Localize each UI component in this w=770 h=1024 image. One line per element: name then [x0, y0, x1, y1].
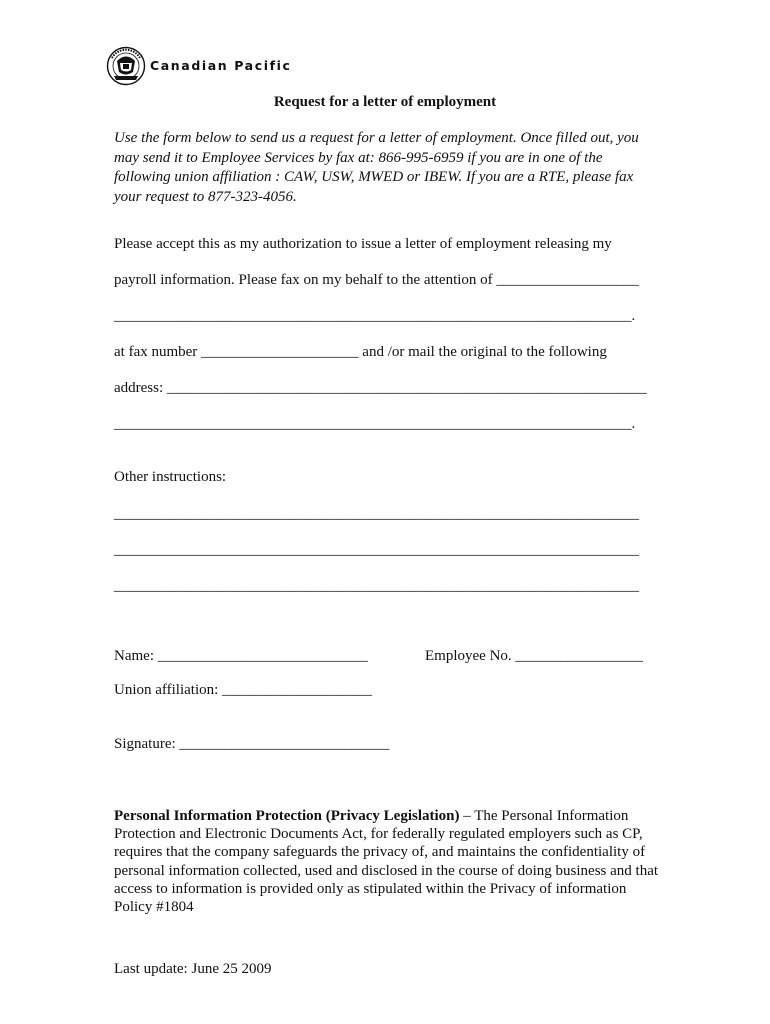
other-instructions-line-2[interactable]: ______________________________________________________________________: [114, 542, 639, 558]
privacy-dash: –: [459, 808, 475, 824]
employee-number-field[interactable]: Employee No. _________________: [425, 648, 643, 664]
authorization-line-1: Please accept this as my authorization to issue a letter of employment releasing my: [114, 236, 612, 252]
fax-number-line[interactable]: at fax number _____________________ and /or mail the original to the following: [114, 344, 607, 360]
other-instructions-label: Other instructions:: [114, 469, 227, 485]
attention-continuation-line[interactable]: _____________________________________________________________________.: [114, 308, 636, 324]
canadian-pacific-emblem-icon: [106, 46, 146, 86]
signature-field[interactable]: Signature: ____________________________: [114, 736, 390, 752]
brand-name: Canadian Pacific: [150, 58, 292, 73]
union-affiliation-field[interactable]: Union affiliation: ____________________: [114, 682, 373, 698]
privacy-notice: [114, 807, 662, 916]
intro-paragraph: Use the form below to send us a request for a letter of employment. Once filled out, you may send it to Employee Services by fax at: 866-995-6959 if you are in one of the following union affiliation : CAW, USW, MWED or IBEW. If you are a RTE, please fax your request to 877-323-4056.: [114, 130, 639, 205]
name-field[interactable]: Name: ____________________________: [114, 648, 368, 664]
address-continuation-line[interactable]: _____________________________________________________________________.: [114, 416, 636, 432]
address-line[interactable]: address: ________________________________________________________________: [114, 380, 647, 396]
privacy-body: The Personal Information Protection and Electronic Documents Act, for federally regulated employers such as CP, requires that the company safeguards the privacy of, and maintains the confidentiality of personal information collected, used and disclosed in the course of doing business and that access to information is provided only as stipulated within the Privacy of information Policy #1804: [114, 808, 659, 916]
other-instructions-line-3[interactable]: ______________________________________________________________________: [114, 578, 639, 594]
last-update: Last update: June 25 2009: [114, 961, 272, 977]
authorization-line-2[interactable]: payroll information. Please fax on my behalf to the attention of ___________________: [114, 272, 639, 288]
document-title: Request for a letter of employment: [273, 94, 497, 110]
other-instructions-line-1[interactable]: ______________________________________________________________________: [114, 506, 639, 522]
privacy-heading: Personal Information Protection (Privacy Legislation): [114, 808, 460, 824]
